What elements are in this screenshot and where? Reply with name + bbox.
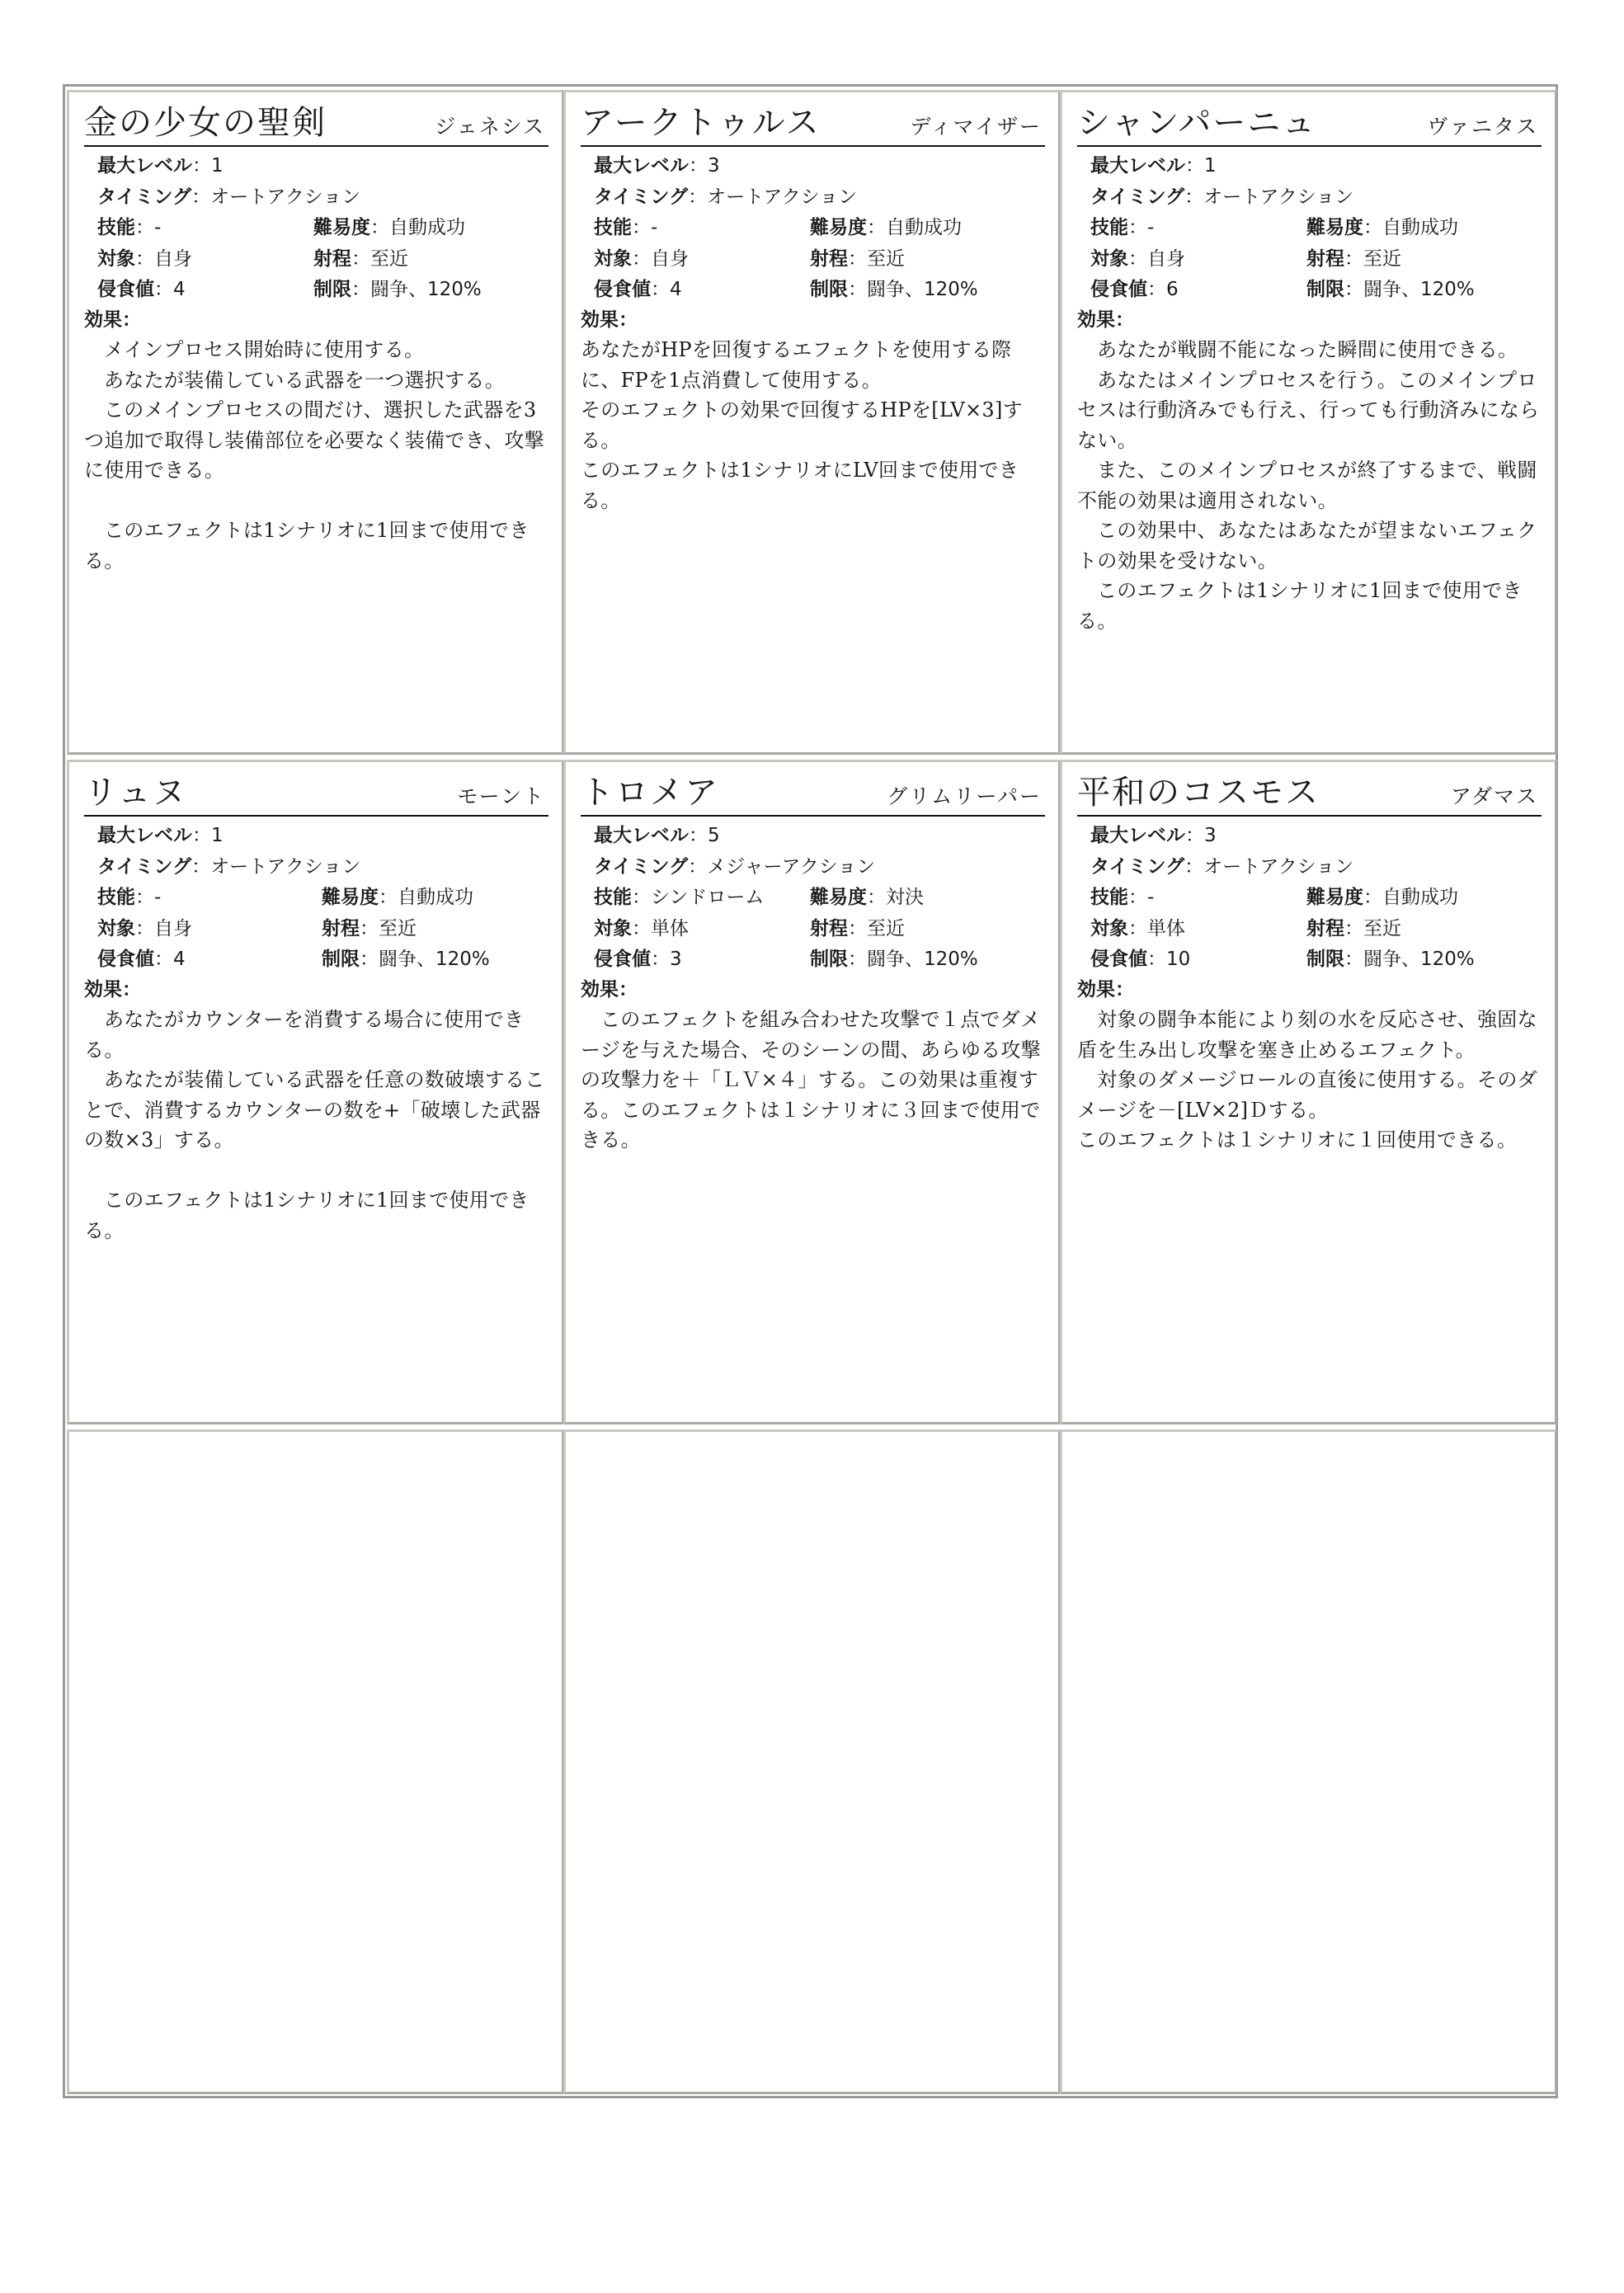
effect-title: リュヌ xyxy=(84,774,187,812)
stat-row xyxy=(1090,913,1542,944)
stat-value-erosion: 4 xyxy=(670,279,682,300)
stat-value-timing: オートアクション xyxy=(210,855,361,878)
stat-label: 制限 xyxy=(313,279,351,300)
stat-sep: ： xyxy=(191,186,211,208)
stat-row xyxy=(1090,181,1542,213)
stat-value-max-level: 3 xyxy=(708,155,720,177)
stat-label: タイミング xyxy=(1090,186,1185,208)
stat-value-target: 自身 xyxy=(1147,247,1185,270)
stat-label: 対象 xyxy=(1090,247,1128,270)
effect-paragraph: このエフェクトは１シナリオに１回使用できる。 xyxy=(1077,1128,1518,1151)
stat-value-skill: シンドローム xyxy=(651,887,765,908)
effect-paragraph: このエフェクトは1シナリオに1回まで使用できる。 xyxy=(84,1189,530,1242)
stat-value-timing: オートアクション xyxy=(1203,855,1354,878)
stat-row xyxy=(97,150,548,181)
stat-value-skill: - xyxy=(1147,887,1155,908)
effect-spacer xyxy=(84,486,548,516)
effect-label-sep: ： xyxy=(619,308,638,331)
stat-row xyxy=(97,944,548,975)
stat-sep: ： xyxy=(1184,186,1204,208)
stat-label: 最大レベル xyxy=(1090,155,1185,177)
effect-paragraph: このエフェクトは1シナリオに1回まで使用できる。 xyxy=(84,519,530,572)
stat-block xyxy=(581,820,1045,975)
stat-value-range: 至近 xyxy=(1363,917,1401,939)
stat-value-erosion: 4 xyxy=(173,949,186,970)
stat-label: 侵食値 xyxy=(97,279,154,300)
stat-label: 最大レベル xyxy=(1090,825,1185,846)
stat-sep: ： xyxy=(689,825,708,846)
effect-title: アークトゥルス xyxy=(581,104,821,142)
stat-value-difficulty: 対決 xyxy=(886,887,924,908)
stat-sep: ： xyxy=(154,279,173,300)
effect-label-text: 効果 xyxy=(84,308,122,331)
stat-label: 技能 xyxy=(97,217,135,238)
stat-sep: ： xyxy=(1185,155,1204,177)
stat-value-timing: メジャーアクション xyxy=(707,855,876,878)
stat-block xyxy=(84,150,548,305)
stat-value-erosion: 4 xyxy=(173,279,186,300)
stat-row xyxy=(1090,882,1542,913)
stat-label: 最大レベル xyxy=(97,825,192,846)
effect-paragraph: このエフェクトは1シナリオに1回まで使用できる。 xyxy=(1077,579,1523,633)
stat-sep: ： xyxy=(1128,887,1147,908)
stat-value-skill: - xyxy=(154,887,162,908)
stat-row xyxy=(97,181,548,213)
empty-card xyxy=(67,1429,564,2094)
stat-sep: ： xyxy=(1147,949,1166,970)
stat-value-timing: オートアクション xyxy=(1203,186,1354,208)
stat-value-max-level: 1 xyxy=(211,825,224,846)
stat-label: 射程 xyxy=(1306,917,1344,939)
effect-label-text: 効果 xyxy=(1077,308,1115,331)
stat-sep: ： xyxy=(848,917,867,939)
stat-row xyxy=(594,150,1045,181)
stat-value-limit: 闘争、120% xyxy=(1363,279,1475,300)
stat-sep: ： xyxy=(192,155,211,177)
stat-label: 制限 xyxy=(322,949,360,970)
stat-label: 技能 xyxy=(1090,217,1128,238)
stat-value-limit: 闘争、120% xyxy=(867,949,978,970)
effect-card xyxy=(67,90,564,755)
card-sheet xyxy=(63,84,1558,2098)
card-header xyxy=(1077,104,1542,147)
stat-label: 最大レベル xyxy=(594,825,689,846)
stat-row xyxy=(1090,820,1542,851)
stat-value-skill: - xyxy=(651,217,658,238)
stat-row xyxy=(594,851,1045,883)
effect-card xyxy=(67,760,564,1424)
stat-block xyxy=(581,150,1045,305)
card-header xyxy=(84,104,548,147)
stat-sep: ： xyxy=(135,217,154,238)
stat-sep: ： xyxy=(351,279,370,300)
effect-paragraph: 対象のダメージロールの直後に使用する。そのダメージを－[LV×2]Ｄする。 xyxy=(1077,1068,1537,1122)
stat-sep: ： xyxy=(1344,247,1363,270)
stat-row xyxy=(97,851,548,883)
stat-label: 制限 xyxy=(810,279,848,300)
stat-sep: ： xyxy=(651,949,670,970)
stat-row xyxy=(1090,212,1542,243)
effect-label-text: 効果 xyxy=(581,308,619,331)
stat-sep: ： xyxy=(191,855,211,878)
stat-label: 制限 xyxy=(810,949,848,970)
effect-label xyxy=(1077,305,1542,336)
stat-label: 制限 xyxy=(1306,279,1344,300)
stat-label: 侵食値 xyxy=(594,949,651,970)
stat-row xyxy=(594,212,1045,243)
card-header xyxy=(1077,774,1542,817)
effect-paragraph: また、このメインプロセスが終了するまで、戦闘不能の効果は適用されない。 xyxy=(1077,459,1537,512)
stat-label: 対象 xyxy=(97,917,135,939)
stat-sep: ： xyxy=(848,949,867,970)
stat-label: 技能 xyxy=(594,887,632,908)
stat-sep: ： xyxy=(1184,855,1204,878)
effect-label xyxy=(1077,975,1542,1005)
effect-label xyxy=(581,975,1045,1005)
effect-paragraph: あなたが装備している武器を任意の数破壊することで、消費するカウンターの数を+「破壊した武器の数×3」する。 xyxy=(84,1068,545,1151)
stat-value-timing: オートアクション xyxy=(210,186,361,208)
stat-sep: ： xyxy=(867,217,886,238)
effect-label-text: 効果 xyxy=(581,978,619,1001)
effect-text xyxy=(1077,1005,1542,1156)
effect-text xyxy=(84,335,548,576)
stat-sep: ： xyxy=(1363,217,1382,238)
effect-card xyxy=(563,90,1061,755)
card-header xyxy=(581,104,1045,147)
stat-value-range: 至近 xyxy=(370,247,408,270)
stat-label: 対象 xyxy=(1090,917,1128,939)
effect-label-sep: ： xyxy=(1115,308,1134,331)
effect-label xyxy=(84,305,548,336)
stat-sep: ： xyxy=(135,247,154,270)
stat-label: 対象 xyxy=(594,917,632,939)
stat-label: 射程 xyxy=(322,917,360,939)
stat-sep: ： xyxy=(688,186,708,208)
stat-value-range: 至近 xyxy=(379,917,417,939)
stat-label: 難易度 xyxy=(1306,217,1363,238)
effect-paragraph: あなたがカウンターを消費する場合に使用できる。 xyxy=(84,1008,525,1062)
effect-card xyxy=(563,760,1061,1424)
effect-spacer xyxy=(84,1156,548,1186)
stat-value-target: 単体 xyxy=(1147,917,1185,939)
stat-row xyxy=(1090,274,1542,305)
stat-label: 射程 xyxy=(1306,247,1344,270)
stat-sep: ： xyxy=(848,247,867,270)
stat-label: 侵食値 xyxy=(594,279,651,300)
stat-label: 射程 xyxy=(313,247,351,270)
stat-label: 難易度 xyxy=(322,887,379,908)
stat-block xyxy=(1077,150,1542,305)
stat-row xyxy=(97,212,548,243)
card-header xyxy=(581,774,1045,817)
stat-sep: ： xyxy=(1128,917,1147,939)
stat-label: 射程 xyxy=(810,247,848,270)
stat-sep: ： xyxy=(135,887,154,908)
stat-row xyxy=(97,913,548,944)
effect-paragraph: メインプロセス開始時に使用する。 xyxy=(104,338,425,361)
stat-row xyxy=(594,944,1045,975)
stat-sep: ： xyxy=(360,917,379,939)
stat-row xyxy=(1090,851,1542,883)
stat-value-limit: 闘争、120% xyxy=(867,279,978,300)
stat-label: 技能 xyxy=(1090,887,1128,908)
stat-value-erosion: 3 xyxy=(670,949,682,970)
stat-sep: ： xyxy=(135,917,154,939)
stat-value-skill: - xyxy=(1147,217,1155,238)
stat-label: 対象 xyxy=(97,247,135,270)
stat-label: 最大レベル xyxy=(594,155,689,177)
effect-paragraph: あなたが装備している武器を一つ選択する。 xyxy=(104,368,505,392)
stat-label: 侵食値 xyxy=(1090,949,1147,970)
effect-text xyxy=(84,1005,548,1245)
stat-value-limit: 闘争、120% xyxy=(379,949,490,970)
effect-card xyxy=(1060,760,1557,1424)
stat-label: タイミング xyxy=(97,186,192,208)
stat-row xyxy=(1090,243,1542,275)
stat-value-range: 至近 xyxy=(1363,247,1401,270)
stat-value-erosion: 6 xyxy=(1166,279,1179,300)
stat-sep: ： xyxy=(1344,917,1363,939)
stat-block xyxy=(84,820,548,975)
stat-value-max-level: 3 xyxy=(1204,825,1217,846)
effect-paragraph: そのエフェクトの効果で回復するHPを[LV×3]する。 xyxy=(581,398,1023,452)
stat-label: タイミング xyxy=(1090,855,1185,878)
stat-value-target: 自身 xyxy=(154,247,192,270)
effect-title: トロメア xyxy=(581,774,719,812)
stat-value-difficulty: 自動成功 xyxy=(886,217,962,238)
stat-label: 技能 xyxy=(97,887,135,908)
stat-sep: ： xyxy=(1344,949,1363,970)
stat-label: 難易度 xyxy=(810,887,867,908)
effect-label-text: 効果 xyxy=(1077,978,1115,1001)
stat-row xyxy=(1090,150,1542,181)
stat-value-max-level: 5 xyxy=(708,825,720,846)
stat-value-range: 至近 xyxy=(867,917,905,939)
stat-row xyxy=(594,882,1045,913)
stat-row xyxy=(594,913,1045,944)
stat-sep: ： xyxy=(1128,217,1147,238)
stat-sep: ： xyxy=(154,949,173,970)
stat-block xyxy=(1077,820,1542,975)
effect-card xyxy=(1060,90,1557,755)
stat-row xyxy=(594,274,1045,305)
stat-value-skill: - xyxy=(154,217,162,238)
stat-value-range: 至近 xyxy=(867,247,905,270)
stat-value-target: 自身 xyxy=(154,917,192,939)
stat-value-timing: オートアクション xyxy=(707,186,858,208)
stat-row xyxy=(97,243,548,275)
empty-card xyxy=(1060,1429,1557,2094)
empty-card xyxy=(563,1429,1061,2094)
stat-label: タイミング xyxy=(594,186,689,208)
effect-label-text: 効果 xyxy=(84,978,122,1001)
stat-sep: ： xyxy=(867,887,886,908)
effect-title: シャンパーニュ xyxy=(1077,104,1317,142)
stat-sep: ： xyxy=(1147,279,1166,300)
stat-value-max-level: 1 xyxy=(211,155,224,177)
effect-syndrome: ヴァニタス xyxy=(1427,115,1538,139)
effect-title: 金の少女の聖剣 xyxy=(84,104,327,142)
effect-paragraph: このエフェクトを組み合わせた攻撃で１点でダメージを与えた場合、そのシーンの間、あらゆる攻撃の攻撃力を＋「ＬＶ×４」する。この効果は重複する。このエフェクトは１シナリオに３回まで使用できる。 xyxy=(581,1008,1041,1151)
stat-sep: ： xyxy=(632,887,651,908)
effect-paragraph: あなたが戦闘不能になった瞬間に使用できる。 xyxy=(1097,338,1518,361)
effect-syndrome: ジェネシス xyxy=(435,115,545,139)
stat-label: 侵食値 xyxy=(97,949,154,970)
stat-value-difficulty: 自動成功 xyxy=(1382,887,1458,908)
stat-row xyxy=(97,820,548,851)
stat-row xyxy=(594,243,1045,275)
stat-sep: ： xyxy=(360,949,379,970)
effect-paragraph: あなたはメインプロセスを行う。このメインプロセスは行動済みでも行え、行っても行動済みにならない。 xyxy=(1077,368,1540,452)
stat-value-difficulty: 自動成功 xyxy=(389,217,465,238)
stat-value-max-level: 1 xyxy=(1204,155,1217,177)
stat-sep: ： xyxy=(351,247,370,270)
effect-text xyxy=(1077,335,1542,636)
stat-label: 技能 xyxy=(594,217,632,238)
stat-sep: ： xyxy=(192,825,211,846)
effect-paragraph: 対象の闘争本能により刻の水を反応させ、強固な盾を生み出し攻撃を塞き止めるエフェクト。 xyxy=(1077,1008,1537,1062)
stat-sep: ： xyxy=(632,247,651,270)
stat-sep: ： xyxy=(379,887,398,908)
stat-row xyxy=(97,274,548,305)
stat-value-target: 単体 xyxy=(651,917,689,939)
effect-label xyxy=(581,305,1045,336)
card-header xyxy=(84,774,548,817)
stat-sep: ： xyxy=(1344,279,1363,300)
stat-label: 対象 xyxy=(594,247,632,270)
stat-row xyxy=(594,181,1045,213)
effect-label-sep: ： xyxy=(122,308,141,331)
stat-sep: ： xyxy=(1128,247,1147,270)
stat-sep: ： xyxy=(848,279,867,300)
effect-paragraph: このメインプロセスの間だけ、選択した武器を3つ追加で取得し装備部位を必要なく装備でき、攻撃に使用できる。 xyxy=(84,398,544,482)
stat-label: 難易度 xyxy=(1306,887,1363,908)
effect-label-sep: ： xyxy=(619,978,638,1001)
stat-value-limit: 闘争、120% xyxy=(1363,949,1475,970)
stat-value-target: 自身 xyxy=(651,247,689,270)
effect-label xyxy=(84,975,548,1005)
stat-sep: ： xyxy=(1363,887,1382,908)
effect-label-sep: ： xyxy=(1115,978,1134,1001)
stat-label: 難易度 xyxy=(313,217,370,238)
effect-syndrome: グリムリーパー xyxy=(887,784,1042,808)
effect-text xyxy=(581,335,1045,516)
effect-syndrome: モーント xyxy=(457,784,545,808)
effect-label-sep: ： xyxy=(122,978,141,1001)
stat-label: タイミング xyxy=(97,855,192,878)
stat-label: 射程 xyxy=(810,917,848,939)
stat-sep: ： xyxy=(651,279,670,300)
stat-value-difficulty: 自動成功 xyxy=(1382,217,1458,238)
stat-row xyxy=(1090,944,1542,975)
stat-row xyxy=(97,882,548,913)
stat-label: 難易度 xyxy=(810,217,867,238)
stat-label: 制限 xyxy=(1306,949,1344,970)
effect-text xyxy=(581,1005,1045,1156)
stat-value-limit: 闘争、120% xyxy=(370,279,482,300)
stat-sep: ： xyxy=(632,917,651,939)
stat-sep: ： xyxy=(688,855,708,878)
stat-label: 侵食値 xyxy=(1090,279,1147,300)
stat-label: 最大レベル xyxy=(97,155,192,177)
stat-sep: ： xyxy=(370,217,389,238)
stat-sep: ： xyxy=(689,155,708,177)
stat-sep: ： xyxy=(1185,825,1204,846)
effect-syndrome: ディマイザー xyxy=(910,115,1042,139)
effect-paragraph: この効果中、あなたはあなたが望まないエフェクトの効果を受けない。 xyxy=(1077,519,1537,572)
effect-paragraph: このエフェクトは1シナリオにLV回まで使用できる。 xyxy=(581,459,1019,512)
effect-syndrome: アダマス xyxy=(1450,784,1538,808)
stat-row xyxy=(594,820,1045,851)
effect-title: 平和のコスモス xyxy=(1077,774,1320,812)
stat-value-erosion: 10 xyxy=(1166,949,1191,970)
stat-value-difficulty: 自動成功 xyxy=(398,887,473,908)
effect-paragraph: あなたがHPを回復するエフェクトを使用する際に、FPを1点消費して使用する。 xyxy=(581,338,1012,392)
stat-label: タイミング xyxy=(594,855,689,878)
stat-sep: ： xyxy=(632,217,651,238)
